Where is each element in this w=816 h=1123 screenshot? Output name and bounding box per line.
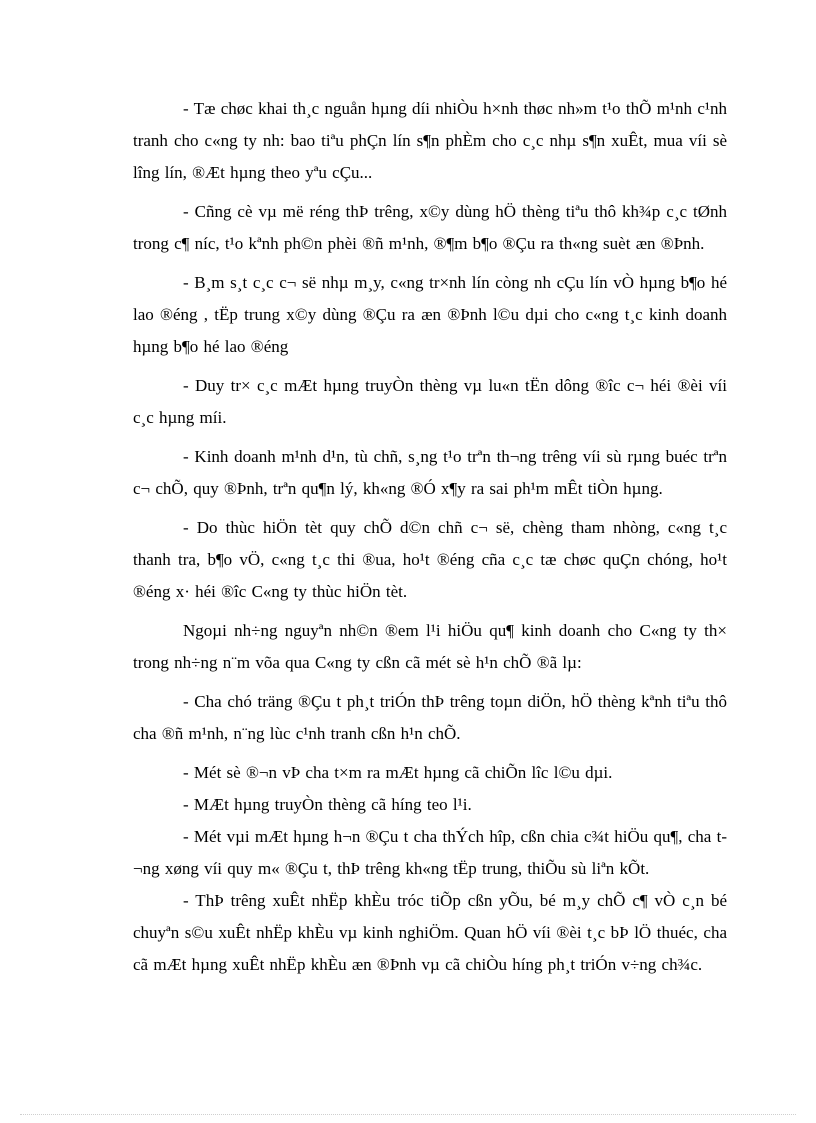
paragraph-2: - Cñng cè vµ më réng thÞ trêng, x©y dùng hÖ thèng tiªu thô kh¾p c¸c tØnh trong c¶ níc, t¹o kªnh ph©n phèi ®ñ m¹nh, ®¶m b¶o ®Çu ra th«ng suèt æn ®Þnh. — [133, 202, 727, 253]
body-text — [133, 93, 727, 988]
paragraph-4: - Duy tr× c¸c mÆt hµng truyÒn thèng vµ lu«n tËn dông ®îc c¬ héi ®èi víi c¸c hµng míi. — [133, 376, 727, 427]
paragraph-6: - Do thùc hiÖn tèt quy chÕ d©n chñ c¬ së, chèng tham nhòng, c«ng t¸c thanh tra, b¶o vÖ, c«ng t¸c thi ®ua, ho¹t ®éng cña c¸c tæ chøc quÇn chóng, ho¹t ®éng x· héi ®îc C«ng ty thùc hiÖn tèt. — [133, 518, 727, 601]
paragraph-10: - MÆt hµng truyÒn thèng cã híng teo l¹i. — [183, 795, 472, 814]
paragraph-9: - Mét sè ®¬n vÞ cha t×m ra mÆt hµng cã chiÕn lîc l©u dµi. — [183, 763, 613, 782]
paragraph-8: - Cha chó träng ®Çu t ph¸t triÓn thÞ trêng toµn diÖn, hÖ thèng kªnh tiªu thô cha ®ñ m¹nh, n¨ng lùc c¹nh tranh cßn h¹n chÕ. — [133, 692, 727, 743]
paragraph-3: - B¸m s¸t c¸c c¬ së nhµ m¸y, c«ng tr×nh lín còng nh cÇu lín vÒ hµng b¶o hé lao ®éng , tËp trung x©y dùng ®Çu ra æn ®Þnh l©u dµi cho c«ng t¸c kinh doanh hµng b¶o hé lao ®éng — [133, 273, 727, 356]
page-bottom-divider — [20, 1114, 796, 1115]
paragraph-11: - Mét vµi mÆt hµng h¬n ®Çu t cha thÝch hîp, cßn chia c¾t hiÖu qu¶, cha t¬ng xøng víi quy m« ®Çu t, thÞ trêng kh«ng tËp trung, thiÕu sù liªn kÕt. — [133, 827, 727, 878]
paragraph-5: - Kinh doanh m¹nh d¹n, tù chñ, s¸ng t¹o trªn th¬ng trêng víi sù rµng buéc trªn c¬ chÕ, quy ®Þnh, trªn qu¶n lý, kh«ng ®Ó x¶y ra sai ph¹m mÊt tiÒn hµng. — [133, 447, 727, 498]
paragraph-1: - Tæ chøc khai th¸c nguån hµng díi nhiÒu h×nh thøc nh»m t¹o thÕ m¹nh c¹nh tranh cho c«ng ty nh: bao tiªu phÇn lín s¶n phÈm cho c¸c nhµ s¶n xuÊt, mua víi sè lîng lín, ®Æt hµng theo yªu cÇu... — [133, 99, 727, 182]
paragraph-12: - ThÞ trêng xuÊt nhËp khÈu tróc tiÕp cßn yÕu, bé m¸y chÕ c¶ vÒ c¸n bé chuyªn s©u xuÊt nhËp khÈu vµ kinh nghiÖm. Quan hÖ víi ®èi t¸c bÞ lÖ thuéc, cha cã mÆt hµng xuÊt nhËp khÈu æn ®Þnh vµ cã chiÒu híng ph¸t triÓn v÷ng ch¾c. — [133, 891, 727, 974]
paragraph-7: Ngoµi nh÷ng nguyªn nh©n ®em l¹i hiÖu qu¶ kinh doanh cho C«ng ty th× trong nh÷ng n¨m võa qua C«ng ty cßn cã mét sè h¹n chÕ ®ã lµ: — [133, 621, 727, 672]
